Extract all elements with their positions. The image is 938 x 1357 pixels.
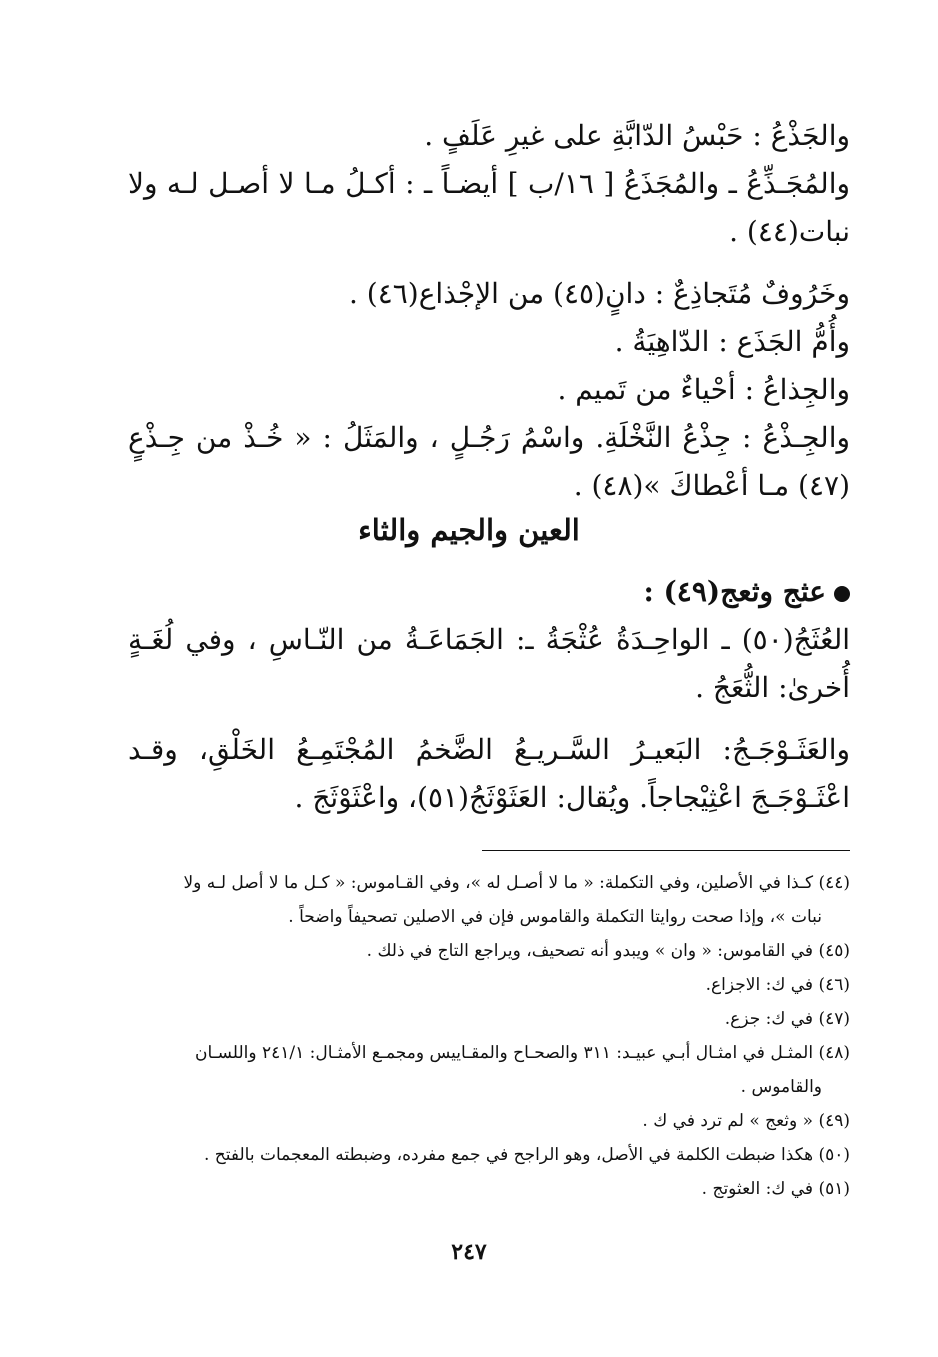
footnote: (٤٥) في القاموس: « وان » ويبدو أنه تصحيف، ويراجع التاج في ذلك . — [366, 941, 850, 961]
footnote-continuation: نبات »، وإذا صحت روايتا التكملة والقاموس فإن في الاصلين تصحيفاً واضحاً . — [288, 907, 822, 927]
entry-paragraph: والمُجَـذِّعُ ـ والمُجَذَعُ [ ١٦/ب ] أيضـاً ـ : أكـلُ مـا لا أصـل لـه ولا نبات(٤٤) . — [128, 167, 850, 248]
page-number: ٢٤٧ — [451, 1239, 487, 1265]
footnote: (٤٤) كـذا في الأصلين، وفي التكملة: « ما لا أصـل له »، وفي القـاموس: « كـل ما لا أصل لـه ولا — [183, 873, 850, 893]
entry-paragraph: والجَذْعُ : حَبْسُ الدّابَّةِ على غيرِ عَلَفٍ . — [424, 119, 850, 152]
entry-paragraph: وخَرُوفٌ مُتَجاذِعٌ : دانٍ(٤٥) من الإجْذاع(٤٦) . — [348, 277, 850, 310]
bullet-icon — [834, 586, 850, 602]
footnote: (٤٨) المثـل في امثـال أبـي عبيـد: ٣١١ والصحـاح والمقـاييس ومجمـع الأمثـال: ٢٤١/١ واللسـان — [195, 1043, 850, 1063]
section-heading: العين والجيم والثاء — [358, 513, 580, 547]
footnote: (٥١) في ك: العثوتج . — [701, 1179, 850, 1199]
section-block — [128, 568, 850, 822]
entry-title: عثج وثعج(٤٩) : — [643, 575, 826, 608]
footnote: (٤٦) في ك: الاجزاع. — [705, 975, 850, 995]
entry-paragraph: وأُمُّ الجَذَع : الدّاهِيَةُ . — [614, 325, 850, 358]
entry-paragraph: والجِذاعُ : أحْياءٌ من تَميم . — [557, 373, 850, 406]
entries-block — [128, 112, 850, 510]
footnote: (٥٠) هكذا ضبطت الكلمة في الأصل، وهو الراجح في جمع مفرده، وضبطته المعجمات بالفتح . — [203, 1145, 850, 1165]
footnotes-block — [128, 866, 850, 1206]
entry-paragraph: والجِـذْعُ : جِذْعُ النَّخْلَةِ. واسْمُ رَجُـلٍ ، والمَثَلُ : « خُـذْ من جِـذْعٍ (٤٧) مـا أعْطاكَ »(٤٨) . — [128, 421, 850, 502]
entry-paragraph: والعَثَـوْجَـجُ: البَعيـرُ السَّـريـعُ الضَّخمُ المُجْتَمِـعُ الخَلْقِ، وقـد اعْثَـوْجَـجَ اعْثِيْجاجاً. ويُقال: العَثَوْثَجُ(٥١)، واعْثَوْثَجَ . — [128, 733, 850, 814]
footnote: (٤٧) في ك: جزع. — [724, 1009, 850, 1029]
entry-title-line — [128, 568, 850, 616]
footnote: (٤٩) « وثعج » لم ترد في ك . — [642, 1111, 850, 1131]
entry-paragraph: العُثَجُ(٥٠) ـ الواحِـدَةُ عُثْجَةُ ـ: الجَمَاعَـةُ من النّـاسِ ، وفي لُغَـةٍ أُخرىٰ: الثُّعَجُ . — [128, 623, 850, 704]
footnote-continuation: والقاموس . — [740, 1077, 822, 1097]
footnote-divider — [482, 850, 850, 851]
